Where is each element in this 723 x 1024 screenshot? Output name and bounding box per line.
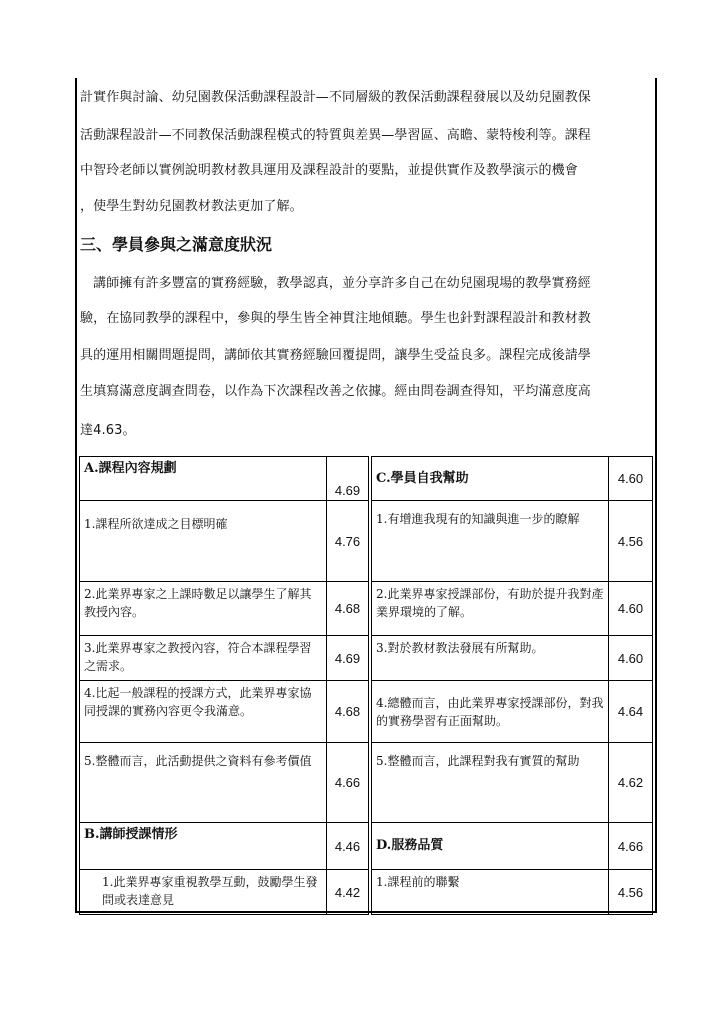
table-row (80, 823, 653, 870)
item-c1-label: 1.有增進我現有的知識與進一步的瞭解 (372, 501, 609, 582)
item-a5-label: 5.整體而言，此活動提供之資料有參考價值 (80, 743, 327, 823)
item-b1-label: 1.此業界專家重視教學互動，鼓勵學生發問或表達意見 (80, 870, 327, 915)
item-c1-score: 4.56 (609, 501, 653, 582)
item-a5-score: 4.66 (327, 743, 369, 823)
body-line-1: 講師擁有許多豐富的實務經驗，教學認真，並分享許多自己在幼兒園現場的教學實務經 (80, 276, 591, 291)
item-a4-label: 4.比起一般課程的授課方式，此業界專家協同授課的實務內容更令我滿意。 (80, 681, 327, 743)
item-d1-score: 4.56 (609, 870, 653, 915)
item-a1-score: 4.76 (327, 501, 369, 582)
body-line-4: 生填寫滿意度調查問卷，以作為下次課程改善之依據。經由問卷調查得知，平均滿意度高 (80, 384, 591, 399)
item-a3-score: 4.69 (327, 636, 369, 681)
section-a-title: A.課程內容規劃 (80, 457, 327, 501)
section-d-title: D.服務品質 (372, 823, 609, 870)
item-d1-label: 1.課程前的聯繫 (372, 870, 609, 915)
table-row (80, 501, 653, 582)
section-a-score: 4.69 (327, 457, 369, 501)
table-row (80, 582, 653, 636)
item-b1-score: 4.42 (327, 870, 369, 915)
table-row (80, 457, 653, 501)
item-a4-score: 4.68 (327, 681, 369, 743)
section-d-score: 4.66 (609, 823, 653, 870)
item-c3-score: 4.60 (609, 636, 653, 681)
item-c3-label: 3.對於教材教法發展有所幫助。 (372, 636, 609, 681)
item-c5-label: 5.整體而言，此課程對我有實質的幫助 (372, 743, 609, 823)
item-c4-score: 4.64 (609, 681, 653, 743)
item-c5-score: 4.62 (609, 743, 653, 823)
section-c-title: C.學員自我幫助 (372, 457, 609, 501)
table-row (80, 870, 653, 915)
intro-line-3: 中智玲老師以實例說明教材教具運用及課程設計的要點，並提供實作及教學演示的機會 (80, 163, 578, 178)
table-row (80, 636, 653, 681)
section-c-score: 4.60 (609, 457, 653, 501)
satisfaction-table (79, 456, 653, 915)
intro-line-4: ，使學生對幼兒園教材教法更加了解。 (80, 199, 303, 214)
section-heading: 三、學員參與之滿意度狀況 (80, 235, 273, 254)
body-line-3: 具的運用相關問題提問，講師依其實務經驗回覆提問，讓學生受益良多。課程完成後請學 (80, 348, 591, 363)
item-a1-label: 1.課程所欲達成之目標明確 (80, 501, 327, 582)
table-row (80, 681, 653, 743)
item-a3-label: 3.此業界專家之教授內容，符合本課程學習之需求。 (80, 636, 327, 681)
item-c2-label: 2.此業界專家授課部份，有助於提升我對產業界環境的了解。 (372, 582, 609, 636)
table-row (80, 743, 653, 823)
section-b-score: 4.46 (327, 823, 369, 870)
item-a2-label: 2.此業界專家之上課時數足以讓學生了解其教授內容。 (80, 582, 327, 636)
section-b-title: B.講師授課情形 (80, 823, 327, 870)
item-c4-label: 4.總體而言，由此業界專家授課部份，對我的實務學習有正面幫助。 (372, 681, 609, 743)
intro-line-2: 活動課程設計—不同教保活動課程模式的特質與差異—學習區、高瞻、蒙特梭利等。課程 (80, 128, 591, 143)
body-line-5: 達4.63。 (80, 423, 136, 438)
item-a2-score: 4.68 (327, 582, 369, 636)
body-line-2: 驗，在協同教學的課程中，參與的學生皆全神貫注地傾聽。學生也針對課程設計和教材教 (80, 311, 591, 326)
item-c2-score: 4.60 (609, 582, 653, 636)
intro-line-1: 計實作與討論、幼兒園教保活動課程設計—不同層級的教保活動課程發展以及幼兒園教保 (80, 90, 591, 105)
